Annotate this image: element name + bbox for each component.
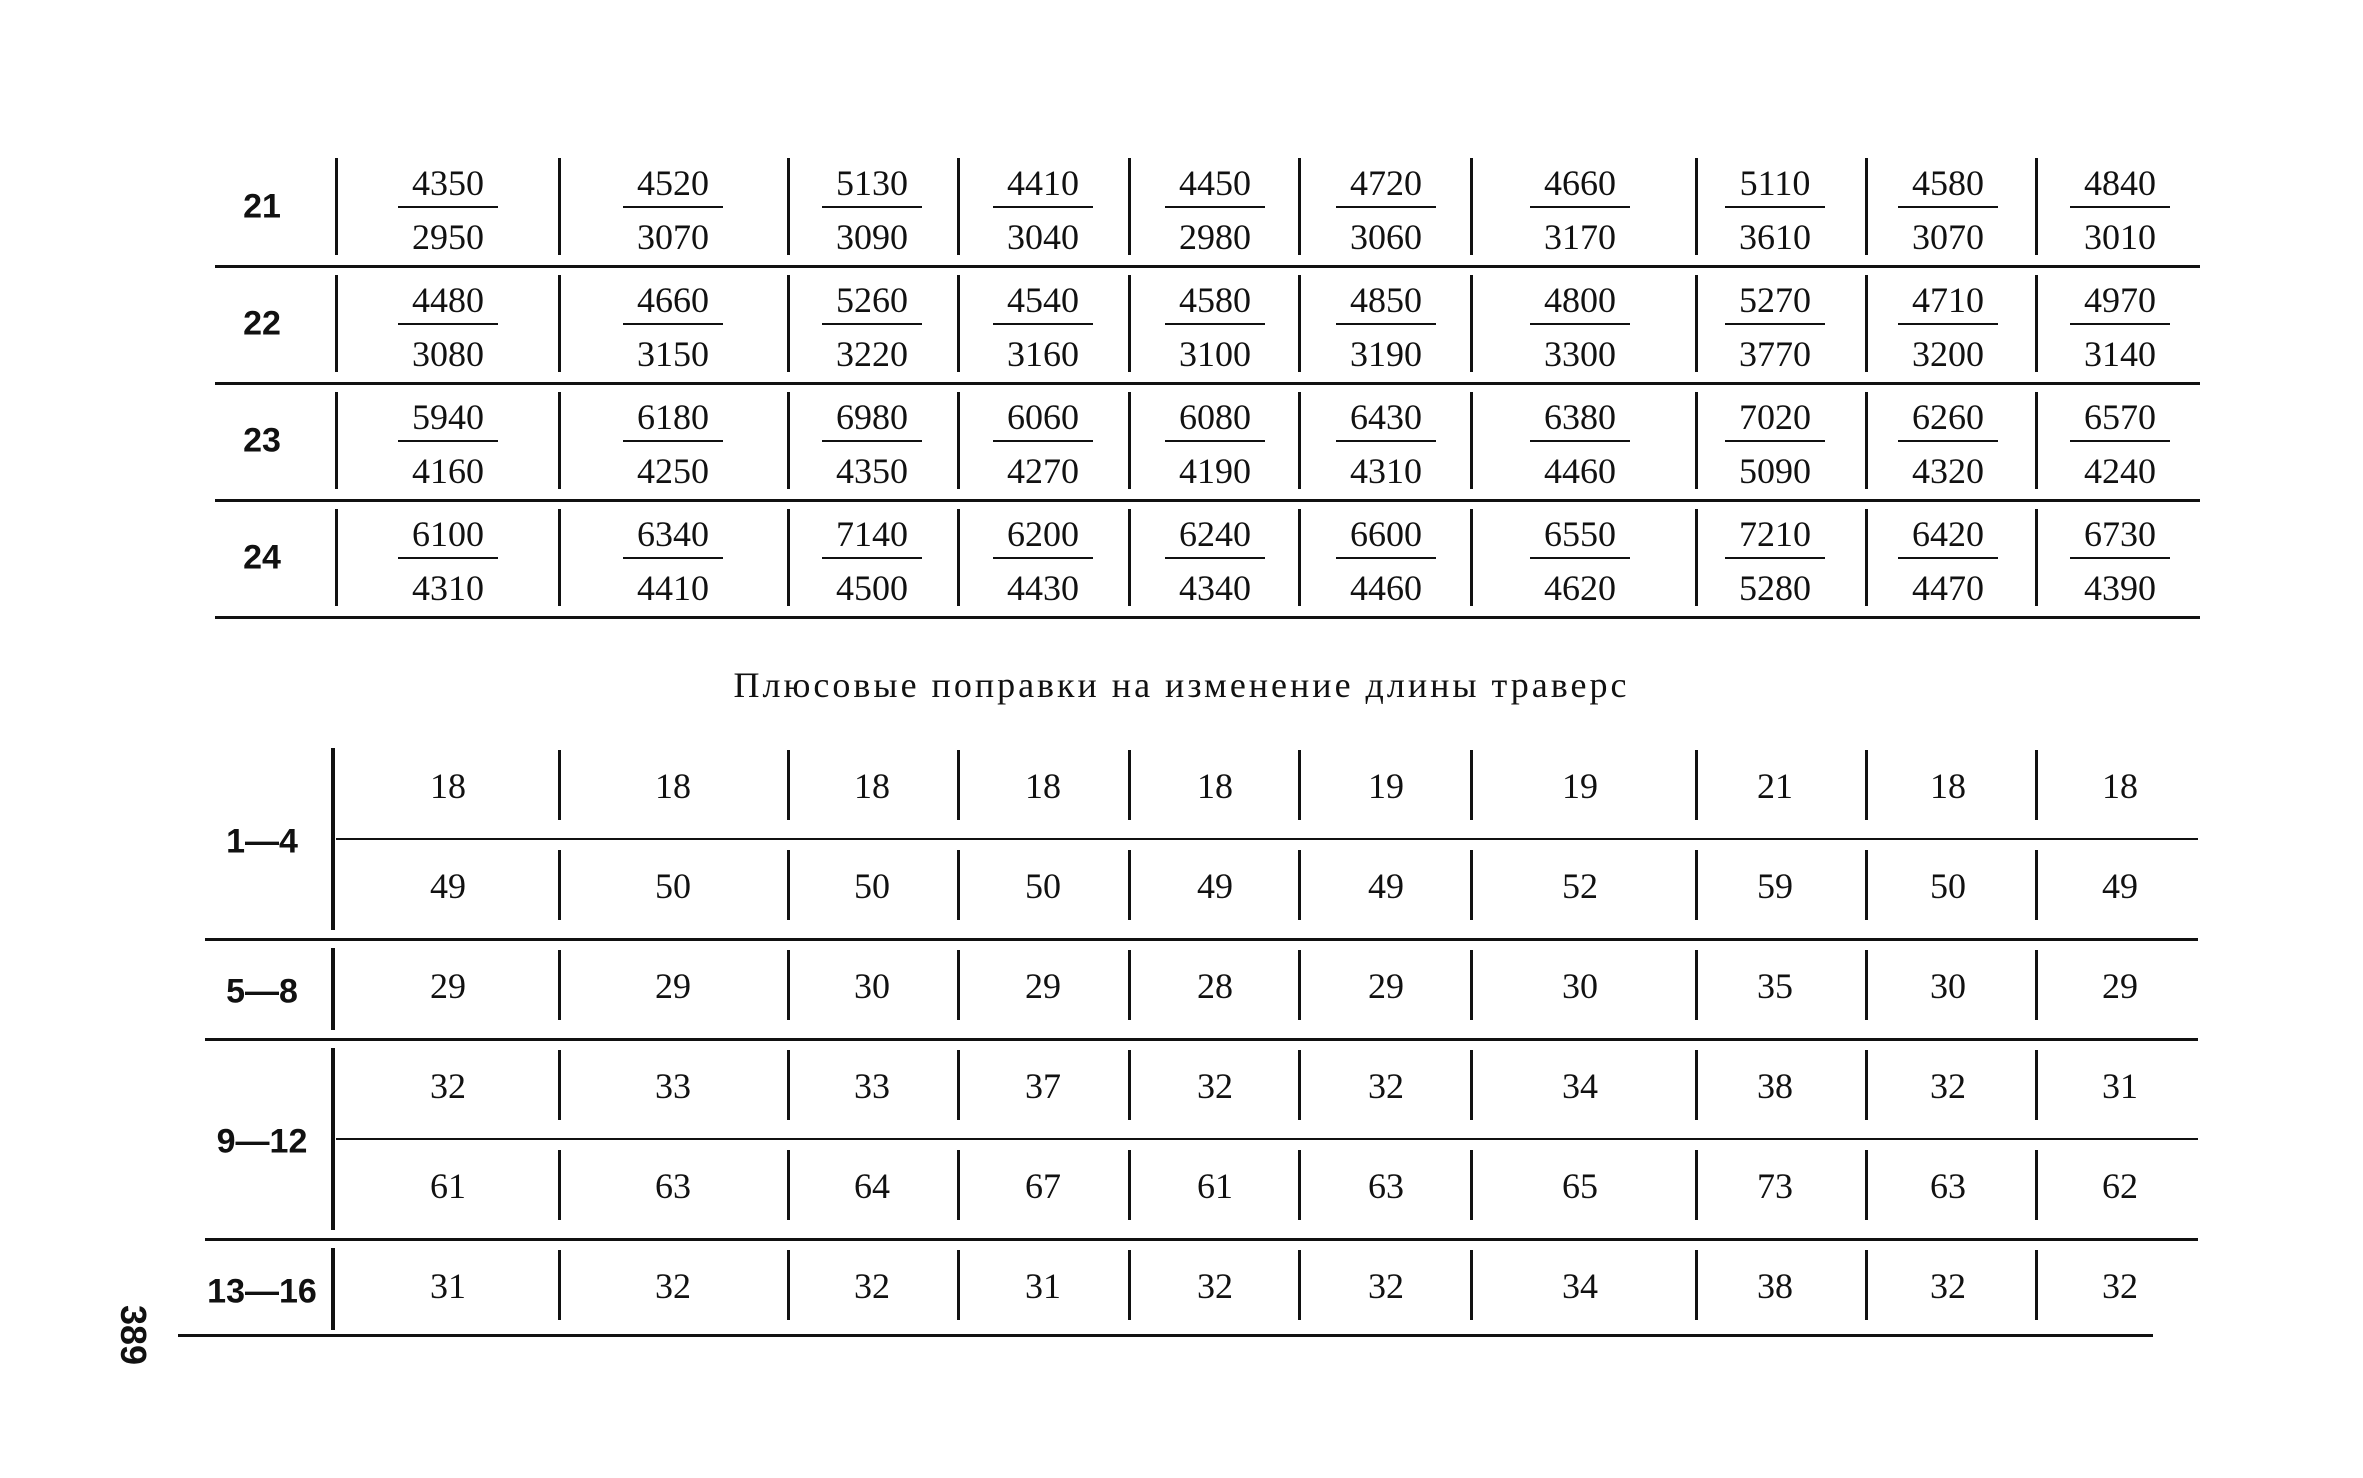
correction-value: 49 bbox=[1368, 866, 1404, 906]
numerator: 6730 bbox=[2084, 514, 2156, 554]
row-rule bbox=[215, 382, 2200, 385]
column-separator bbox=[558, 950, 561, 1020]
column-separator bbox=[787, 1150, 790, 1220]
numerator: 6980 bbox=[836, 397, 908, 437]
correction-value: 32 bbox=[854, 1266, 890, 1306]
fraction-bar bbox=[1530, 323, 1630, 325]
numerator: 6600 bbox=[1350, 514, 1422, 554]
column-separator bbox=[787, 392, 790, 489]
column-separator bbox=[1865, 1150, 1868, 1220]
numerator: 4350 bbox=[412, 163, 484, 203]
column-separator bbox=[957, 158, 960, 255]
correction-value: 18 bbox=[1025, 766, 1061, 806]
fraction-bar bbox=[1530, 206, 1630, 208]
correction-value: 19 bbox=[1562, 766, 1598, 806]
numerator: 5130 bbox=[836, 163, 908, 203]
row-rule bbox=[215, 265, 2200, 268]
denominator: 3200 bbox=[1912, 334, 1984, 374]
column-separator bbox=[1298, 1250, 1301, 1320]
denominator: 4410 bbox=[637, 568, 709, 608]
column-separator bbox=[1695, 1050, 1698, 1120]
column-separator bbox=[2035, 275, 2038, 372]
column-separator bbox=[1695, 509, 1698, 606]
fraction-bar bbox=[2070, 557, 2170, 559]
column-separator bbox=[1865, 509, 1868, 606]
column-separator bbox=[558, 1250, 561, 1320]
numerator: 6430 bbox=[1350, 397, 1422, 437]
fraction-bar bbox=[623, 557, 723, 559]
column-separator bbox=[1128, 509, 1131, 606]
correction-value: 35 bbox=[1757, 966, 1793, 1006]
column-separator bbox=[1298, 950, 1301, 1020]
numerator: 4660 bbox=[637, 280, 709, 320]
column-separator bbox=[1128, 275, 1131, 372]
row-label: 23 bbox=[243, 421, 281, 459]
sub-row-rule bbox=[336, 1138, 2198, 1140]
numerator: 5110 bbox=[1739, 163, 1811, 203]
correction-value: 59 bbox=[1757, 866, 1793, 906]
correction-value: 18 bbox=[430, 766, 466, 806]
fraction-bar bbox=[1725, 557, 1825, 559]
column-separator bbox=[1128, 1250, 1131, 1320]
correction-value: 63 bbox=[1930, 1166, 1966, 1206]
row-label: 22 bbox=[243, 304, 281, 342]
column-separator bbox=[957, 275, 960, 372]
denominator: 3070 bbox=[1912, 217, 1984, 257]
correction-value: 65 bbox=[1562, 1166, 1598, 1206]
column-separator bbox=[1128, 850, 1131, 920]
column-separator bbox=[1695, 1150, 1698, 1220]
fraction-bar bbox=[1725, 206, 1825, 208]
correction-value: 34 bbox=[1562, 1066, 1598, 1106]
denominator: 4160 bbox=[412, 451, 484, 491]
column-separator bbox=[1128, 1150, 1131, 1220]
column-separator bbox=[1298, 275, 1301, 372]
row-rule bbox=[215, 499, 2200, 502]
denominator: 3140 bbox=[2084, 334, 2156, 374]
numerator: 4540 bbox=[1007, 280, 1079, 320]
numerator: 4660 bbox=[1544, 163, 1616, 203]
column-separator bbox=[1865, 158, 1868, 255]
group-bracket bbox=[331, 748, 335, 930]
correction-value: 18 bbox=[655, 766, 691, 806]
column-separator bbox=[1470, 950, 1473, 1020]
column-separator bbox=[957, 1050, 960, 1120]
denominator: 4310 bbox=[1350, 451, 1422, 491]
denominator: 5090 bbox=[1739, 451, 1811, 491]
denominator: 4350 bbox=[836, 451, 908, 491]
column-separator bbox=[2035, 509, 2038, 606]
denominator: 4270 bbox=[1007, 451, 1079, 491]
numerator: 6060 bbox=[1007, 397, 1079, 437]
column-separator bbox=[957, 1150, 960, 1220]
fraction-bar bbox=[2070, 323, 2170, 325]
correction-value: 29 bbox=[2102, 966, 2138, 1006]
numerator: 6260 bbox=[1912, 397, 1984, 437]
correction-value: 50 bbox=[1930, 866, 1966, 906]
correction-value: 31 bbox=[1025, 1266, 1061, 1306]
numerator: 6100 bbox=[412, 514, 484, 554]
column-separator bbox=[787, 1250, 790, 1320]
column-separator bbox=[2035, 850, 2038, 920]
correction-value: 31 bbox=[430, 1266, 466, 1306]
fraction-bar bbox=[623, 206, 723, 208]
denominator: 5280 bbox=[1739, 568, 1811, 608]
denominator: 3220 bbox=[836, 334, 908, 374]
column-separator bbox=[2035, 392, 2038, 489]
numerator: 4720 bbox=[1350, 163, 1422, 203]
denominator: 3080 bbox=[412, 334, 484, 374]
column-separator bbox=[957, 750, 960, 820]
fraction-bar bbox=[1336, 557, 1436, 559]
correction-value: 18 bbox=[2102, 766, 2138, 806]
column-separator bbox=[1298, 850, 1301, 920]
column-separator bbox=[1695, 850, 1698, 920]
group-bracket bbox=[331, 1248, 335, 1330]
row-label: 24 bbox=[243, 538, 281, 576]
denominator: 4470 bbox=[1912, 568, 1984, 608]
denominator: 3160 bbox=[1007, 334, 1079, 374]
fraction-bar bbox=[1530, 440, 1630, 442]
column-separator bbox=[1470, 158, 1473, 255]
correction-value: 50 bbox=[1025, 866, 1061, 906]
correction-value: 37 bbox=[1025, 1066, 1061, 1106]
column-separator bbox=[1695, 275, 1698, 372]
fraction-bar bbox=[398, 440, 498, 442]
fraction-bar bbox=[398, 323, 498, 325]
fraction-bar bbox=[1898, 206, 1998, 208]
numerator: 7020 bbox=[1739, 397, 1811, 437]
correction-value: 29 bbox=[1025, 966, 1061, 1006]
column-separator bbox=[787, 750, 790, 820]
correction-value: 19 bbox=[1368, 766, 1404, 806]
denominator: 3090 bbox=[836, 217, 908, 257]
column-separator bbox=[1128, 158, 1131, 255]
column-separator bbox=[1470, 750, 1473, 820]
column-separator bbox=[1298, 1050, 1301, 1120]
fraction-bar bbox=[1165, 323, 1265, 325]
numerator: 6180 bbox=[637, 397, 709, 437]
column-separator bbox=[957, 509, 960, 606]
denominator: 4190 bbox=[1179, 451, 1251, 491]
fraction-bar bbox=[2070, 440, 2170, 442]
correction-value: 63 bbox=[1368, 1166, 1404, 1206]
column-separator bbox=[1470, 850, 1473, 920]
fraction-bar bbox=[1898, 323, 1998, 325]
numerator: 4480 bbox=[412, 280, 484, 320]
column-separator bbox=[335, 509, 338, 606]
denominator: 4250 bbox=[637, 451, 709, 491]
numerator: 4580 bbox=[1912, 163, 1984, 203]
denominator: 3300 bbox=[1544, 334, 1616, 374]
column-separator bbox=[787, 509, 790, 606]
correction-value: 32 bbox=[1197, 1066, 1233, 1106]
group-rule bbox=[205, 938, 2198, 941]
fraction-bar bbox=[1336, 440, 1436, 442]
column-separator bbox=[1865, 1250, 1868, 1320]
column-separator bbox=[558, 1050, 561, 1120]
column-separator bbox=[787, 1050, 790, 1120]
fraction-bar bbox=[993, 557, 1093, 559]
correction-value: 64 bbox=[854, 1166, 890, 1206]
correction-value: 49 bbox=[430, 866, 466, 906]
fraction-bar bbox=[1336, 323, 1436, 325]
numerator: 4410 bbox=[1007, 163, 1079, 203]
correction-value: 32 bbox=[1368, 1266, 1404, 1306]
column-separator bbox=[957, 1250, 960, 1320]
denominator: 4460 bbox=[1350, 568, 1422, 608]
column-separator bbox=[1298, 750, 1301, 820]
column-separator bbox=[2035, 950, 2038, 1020]
group-label: 1—4 bbox=[226, 822, 298, 861]
numerator: 7210 bbox=[1739, 514, 1811, 554]
fraction-bar bbox=[993, 323, 1093, 325]
correction-value: 34 bbox=[1562, 1266, 1598, 1306]
column-separator bbox=[787, 275, 790, 372]
column-separator bbox=[1470, 1150, 1473, 1220]
fraction-bar bbox=[1898, 440, 1998, 442]
column-separator bbox=[558, 275, 561, 372]
column-separator bbox=[558, 750, 561, 820]
correction-value: 61 bbox=[1197, 1166, 1233, 1206]
column-separator bbox=[1865, 275, 1868, 372]
column-separator bbox=[1298, 509, 1301, 606]
column-separator bbox=[1695, 158, 1698, 255]
column-separator bbox=[1298, 158, 1301, 255]
correction-value: 73 bbox=[1757, 1166, 1793, 1206]
denominator: 4430 bbox=[1007, 568, 1079, 608]
numerator: 4450 bbox=[1179, 163, 1251, 203]
column-separator bbox=[1865, 1050, 1868, 1120]
correction-value: 30 bbox=[1930, 966, 1966, 1006]
fraction-bar bbox=[822, 206, 922, 208]
fraction-bar bbox=[398, 206, 498, 208]
group-bracket bbox=[331, 948, 335, 1030]
denominator: 3610 bbox=[1739, 217, 1811, 257]
column-separator bbox=[1695, 392, 1698, 489]
column-separator bbox=[1470, 392, 1473, 489]
numerator: 6570 bbox=[2084, 397, 2156, 437]
column-separator bbox=[558, 1150, 561, 1220]
column-separator bbox=[787, 850, 790, 920]
correction-value: 67 bbox=[1025, 1166, 1061, 1206]
denominator: 4310 bbox=[412, 568, 484, 608]
fraction-bar bbox=[822, 557, 922, 559]
numerator: 6200 bbox=[1007, 514, 1079, 554]
numerator: 7140 bbox=[836, 514, 908, 554]
column-separator bbox=[558, 850, 561, 920]
row-rule bbox=[215, 616, 2200, 619]
denominator: 3150 bbox=[637, 334, 709, 374]
column-separator bbox=[957, 850, 960, 920]
fraction-bar bbox=[1165, 206, 1265, 208]
correction-value: 29 bbox=[655, 966, 691, 1006]
denominator: 2950 bbox=[412, 217, 484, 257]
fraction-bar bbox=[398, 557, 498, 559]
denominator: 3010 bbox=[2084, 217, 2156, 257]
column-separator bbox=[1298, 392, 1301, 489]
correction-value: 50 bbox=[655, 866, 691, 906]
correction-value: 33 bbox=[655, 1066, 691, 1106]
denominator: 3770 bbox=[1739, 334, 1811, 374]
column-separator bbox=[2035, 158, 2038, 255]
correction-value: 32 bbox=[1930, 1266, 1966, 1306]
table-caption: Плюсовые поправки на изменение длины траверс bbox=[733, 665, 1630, 705]
correction-value: 49 bbox=[1197, 866, 1233, 906]
column-separator bbox=[1298, 1150, 1301, 1220]
denominator: 4460 bbox=[1544, 451, 1616, 491]
column-separator bbox=[1695, 750, 1698, 820]
numerator: 6240 bbox=[1179, 514, 1251, 554]
group-label: 13—16 bbox=[207, 1272, 317, 1311]
fraction-bar bbox=[623, 323, 723, 325]
group-rule bbox=[178, 1334, 2153, 1337]
fraction-bar bbox=[1725, 440, 1825, 442]
column-separator bbox=[335, 275, 338, 372]
fraction-bar bbox=[822, 323, 922, 325]
correction-value: 30 bbox=[1562, 966, 1598, 1006]
numerator: 6380 bbox=[1544, 397, 1616, 437]
denominator: 3190 bbox=[1350, 334, 1422, 374]
fraction-bar bbox=[1725, 323, 1825, 325]
correction-value: 29 bbox=[430, 966, 466, 1006]
correction-value: 32 bbox=[1197, 1266, 1233, 1306]
denominator: 3070 bbox=[637, 217, 709, 257]
correction-value: 18 bbox=[1930, 766, 1966, 806]
group-rule bbox=[205, 1038, 2198, 1041]
column-separator bbox=[1470, 275, 1473, 372]
correction-value: 33 bbox=[854, 1066, 890, 1106]
correction-value: 49 bbox=[2102, 866, 2138, 906]
column-separator bbox=[1470, 1050, 1473, 1120]
column-separator bbox=[1695, 1250, 1698, 1320]
numerator: 5940 bbox=[412, 397, 484, 437]
numerator: 5270 bbox=[1739, 280, 1811, 320]
correction-value: 38 bbox=[1757, 1266, 1793, 1306]
row-label: 21 bbox=[243, 187, 281, 225]
numerator: 4710 bbox=[1912, 280, 1984, 320]
denominator: 4340 bbox=[1179, 568, 1251, 608]
correction-value: 61 bbox=[430, 1166, 466, 1206]
correction-value: 52 bbox=[1562, 866, 1598, 906]
column-separator bbox=[1470, 509, 1473, 606]
page-number: 389 bbox=[113, 1305, 154, 1366]
fraction-bar bbox=[1530, 557, 1630, 559]
denominator: 3100 bbox=[1179, 334, 1251, 374]
numerator: 6420 bbox=[1912, 514, 1984, 554]
group-rule bbox=[205, 1238, 2198, 1241]
fraction-bar bbox=[1336, 206, 1436, 208]
denominator: 3040 bbox=[1007, 217, 1079, 257]
fraction-bar bbox=[993, 440, 1093, 442]
column-separator bbox=[957, 392, 960, 489]
denominator: 4320 bbox=[1912, 451, 1984, 491]
numerator: 4840 bbox=[2084, 163, 2156, 203]
numerator: 4850 bbox=[1350, 280, 1422, 320]
numerator: 4970 bbox=[2084, 280, 2156, 320]
correction-value: 32 bbox=[2102, 1266, 2138, 1306]
column-separator bbox=[1865, 950, 1868, 1020]
group-label: 5—8 bbox=[226, 972, 298, 1011]
correction-value: 18 bbox=[854, 766, 890, 806]
column-separator bbox=[957, 950, 960, 1020]
numerator: 4520 bbox=[637, 163, 709, 203]
column-separator bbox=[1128, 750, 1131, 820]
numerator: 4800 bbox=[1544, 280, 1616, 320]
column-separator bbox=[2035, 750, 2038, 820]
fraction-bar bbox=[822, 440, 922, 442]
fraction-bar bbox=[993, 206, 1093, 208]
numerator: 6080 bbox=[1179, 397, 1251, 437]
denominator: 4390 bbox=[2084, 568, 2156, 608]
denominator: 4240 bbox=[2084, 451, 2156, 491]
fraction-bar bbox=[623, 440, 723, 442]
group-bracket bbox=[331, 1048, 335, 1230]
column-separator bbox=[1128, 950, 1131, 1020]
correction-value: 18 bbox=[1197, 766, 1233, 806]
denominator: 3170 bbox=[1544, 217, 1616, 257]
column-separator bbox=[1865, 392, 1868, 489]
column-separator bbox=[558, 392, 561, 489]
column-separator bbox=[335, 158, 338, 255]
fraction-bar bbox=[1165, 440, 1265, 442]
correction-value: 38 bbox=[1757, 1066, 1793, 1106]
correction-value: 21 bbox=[1757, 766, 1793, 806]
column-separator bbox=[1128, 1050, 1131, 1120]
column-separator bbox=[1470, 1250, 1473, 1320]
fraction-bar bbox=[1165, 557, 1265, 559]
column-separator bbox=[2035, 1150, 2038, 1220]
numerator: 6340 bbox=[637, 514, 709, 554]
correction-value: 63 bbox=[655, 1166, 691, 1206]
fraction-bar bbox=[2070, 206, 2170, 208]
numerator: 6550 bbox=[1544, 514, 1616, 554]
denominator: 4500 bbox=[836, 568, 908, 608]
column-separator bbox=[558, 158, 561, 255]
correction-value: 29 bbox=[1368, 966, 1404, 1006]
correction-value: 30 bbox=[854, 966, 890, 1006]
numerator: 4580 bbox=[1179, 280, 1251, 320]
column-separator bbox=[1695, 950, 1698, 1020]
denominator: 3060 bbox=[1350, 217, 1422, 257]
correction-value: 50 bbox=[854, 866, 890, 906]
column-separator bbox=[787, 158, 790, 255]
column-separator bbox=[558, 509, 561, 606]
group-label: 9—12 bbox=[216, 1122, 308, 1161]
correction-value: 62 bbox=[2102, 1166, 2138, 1206]
column-separator bbox=[1128, 392, 1131, 489]
denominator: 2980 bbox=[1179, 217, 1251, 257]
column-separator bbox=[2035, 1250, 2038, 1320]
column-separator bbox=[1865, 750, 1868, 820]
column-separator bbox=[787, 950, 790, 1020]
column-separator bbox=[1865, 850, 1868, 920]
correction-value: 32 bbox=[430, 1066, 466, 1106]
numerator: 5260 bbox=[836, 280, 908, 320]
correction-value: 32 bbox=[1368, 1066, 1404, 1106]
correction-value: 32 bbox=[655, 1266, 691, 1306]
denominator: 4620 bbox=[1544, 568, 1616, 608]
column-separator bbox=[2035, 1050, 2038, 1120]
fraction-bar bbox=[1898, 557, 1998, 559]
correction-value: 31 bbox=[2102, 1066, 2138, 1106]
column-separator bbox=[335, 392, 338, 489]
sub-row-rule bbox=[336, 838, 2198, 840]
correction-value: 28 bbox=[1197, 966, 1233, 1006]
correction-value: 32 bbox=[1930, 1066, 1966, 1106]
